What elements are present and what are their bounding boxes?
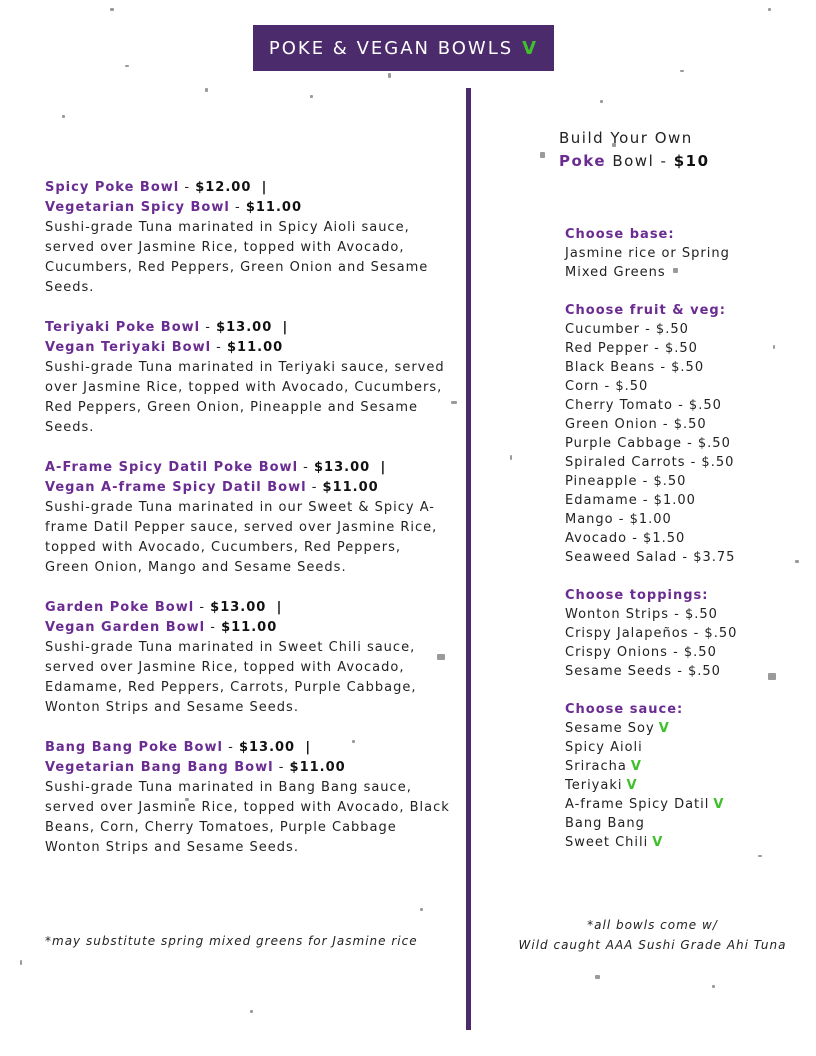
sauce-name: Sweet Chili <box>565 835 649 850</box>
toppings-section <box>565 586 805 681</box>
vegan-mark: V <box>630 759 642 774</box>
option-item: Seaweed Salad - $3.75 <box>565 550 736 565</box>
header-title: POKE & VEGAN BOWLS <box>268 37 514 59</box>
vegan-mark: V <box>658 721 670 736</box>
sauce-item <box>565 757 805 776</box>
section-title: Choose toppings: <box>565 588 709 603</box>
menu-item: Spicy Poke Bowl - $12.00 | Vegetarian Spicy Bowl - $11.00 Sushi-grade Tuna marinated in Spicy Aioli sauce, served over Jasmine Rice, topped with Avocado, Cucumbers, Red Peppers, Green Onion and Sesame Seeds. <box>45 178 450 298</box>
option-item: Pineapple - $.50 <box>565 474 687 489</box>
item-description: Sushi-grade Tuna marinated in Sweet Chili sauce, served over Jasmine Rice, topped with Avocado, Edamame, Red Peppers, Carrots, Purple Cabbage, Wonton Strips and Sesame Seeds. <box>45 640 417 715</box>
build-line1: Build Your Own <box>559 129 693 147</box>
item-price: $13.00 <box>216 320 273 335</box>
item-name: Teriyaki Poke Bowl <box>45 320 201 335</box>
item-description: Sushi-grade Tuna marinated in our Sweet & Spicy A-frame Datil Pepper sauce, served over Jasmine Rice, topped with Avocado, Cucumbers, Red Peppers, Green Onion, Mango and Sesame Seeds. <box>45 500 438 575</box>
item-alt-price: $11.00 <box>245 200 302 215</box>
column-divider <box>466 88 471 1030</box>
sauce-name: A-frame Spicy Datil <box>565 797 710 812</box>
item-alt-price: $11.00 <box>289 760 346 775</box>
sauce-item <box>565 719 805 738</box>
sauce-item <box>565 795 805 814</box>
tuna-note-line2: Wild caught AAA Sushi Grade Ahi Tuna <box>518 938 787 952</box>
build-bowl: Bowl - <box>612 152 668 170</box>
rice-substitution-note: *may substitute spring mixed greens for Jasmine rice <box>45 934 418 948</box>
menu-item: Bang Bang Poke Bowl - $13.00 | Vegetarian Bang Bang Bowl - $11.00 Sushi-grade Tuna marinated in Bang Bang sauce, served over Jasmine Rice, topped with Avocado, Black Beans, Corn, Cherry Tomatoes, Purple Cabbage Wonton Strips and Sesame Seeds. <box>45 738 450 858</box>
option-item: Mixed Greens <box>565 265 666 280</box>
option-item: Cucumber - $.50 <box>565 322 689 337</box>
option-item: Corn - $.50 <box>565 379 649 394</box>
option-item: Sesame Seeds - $.50 <box>565 664 721 679</box>
build-options <box>565 225 805 871</box>
option-item: Wonton Strips - $.50 <box>565 607 718 622</box>
vegan-mark: V <box>626 778 638 793</box>
option-item: Spiraled Carrots - $.50 <box>565 455 735 470</box>
section-title: Choose base: <box>565 227 675 242</box>
menu-item: Garden Poke Bowl - $13.00 | Vegan Garden Bowl - $11.00 Sushi-grade Tuna marinated in Sweet Chili sauce, served over Jasmine Rice, topped with Avocado, Edamame, Red Peppers, Carrots, Purple Cabbage, Wonton Strips and Sesame Seeds. <box>45 598 450 718</box>
sauce-item <box>565 814 805 833</box>
option-item: Green Onion - $.50 <box>565 417 707 432</box>
sauce-item <box>565 833 805 852</box>
sauce-section <box>565 700 805 852</box>
sauce-name: Spicy Aioli <box>565 740 643 755</box>
item-alt-name: Vegan Garden Bowl <box>45 620 206 635</box>
sauce-name: Sesame Soy <box>565 721 655 736</box>
bowl-menu <box>45 178 450 878</box>
menu-item: Teriyaki Poke Bowl - $13.00 | Vegan Teriyaki Bowl - $11.00 Sushi-grade Tuna marinated in Teriyaki sauce, served over Jasmine Rice, topped with Avocado, Cucumbers, Red Peppers, Green Onion, Pineapple and Sesame Seeds. <box>45 318 450 438</box>
vegan-mark: V <box>652 835 664 850</box>
sauce-name: Bang Bang <box>565 816 645 831</box>
tuna-note <box>505 915 800 955</box>
item-alt-price: $11.00 <box>322 480 379 495</box>
option-item: Avocado - $1.50 <box>565 531 686 546</box>
item-name: Garden Poke Bowl <box>45 600 195 615</box>
section-title: Choose sauce: <box>565 702 684 717</box>
tuna-note-line1: *all bowls come w/ <box>587 918 718 932</box>
item-description: Sushi-grade Tuna marinated in Teriyaki sauce, served over Jasmine Rice, topped with Avocado, Cucumbers, Red Peppers, Green Onion, Pineapple and Sesame Seeds. <box>45 360 445 435</box>
build-your-own-heading <box>559 127 710 173</box>
item-alt-name: Vegetarian Bang Bang Bowl <box>45 760 274 775</box>
vegan-mark: V <box>713 797 725 812</box>
build-poke: Poke <box>559 152 607 170</box>
option-item: Edamame - $1.00 <box>565 493 696 508</box>
option-item: Red Pepper - $.50 <box>565 341 698 356</box>
sauce-name: Teriyaki <box>565 778 623 793</box>
build-price: $10 <box>673 152 710 170</box>
item-price: $12.00 <box>195 180 252 195</box>
item-name: Spicy Poke Bowl <box>45 180 180 195</box>
vegan-mark: V <box>522 37 539 59</box>
sauce-item <box>565 776 805 795</box>
item-description: Sushi-grade Tuna marinated in Spicy Aioli sauce, served over Jasmine Rice, topped with Avocado, Cucumbers, Red Peppers, Green Onion and Sesame Seeds. <box>45 220 429 295</box>
option-item: Crispy Jalapeños - $.50 <box>565 626 738 641</box>
sauce-item <box>565 738 805 757</box>
option-item: Jasmine rice or Spring <box>565 246 730 261</box>
item-price: $13.00 <box>238 740 296 755</box>
option-item: Crispy Onions - $.50 <box>565 645 717 660</box>
item-alt-price: $11.00 <box>221 620 278 635</box>
section-title: Choose fruit & veg: <box>565 303 726 318</box>
item-alt-name: Vegan Teriyaki Bowl <box>45 340 212 355</box>
option-item: Mango - $1.00 <box>565 512 672 527</box>
base-section <box>565 225 805 282</box>
option-item: Cherry Tomato - $.50 <box>565 398 722 413</box>
item-alt-price: $11.00 <box>227 340 284 355</box>
item-price: $13.00 <box>314 460 371 475</box>
item-description: Sushi-grade Tuna marinated in Bang Bang sauce, served over Jasmine Rice, topped with Avocado, Black Beans, Corn, Cherry Tomatoes, Purple Cabbage Wonton Strips and Sesame Seeds. <box>45 780 450 855</box>
item-name: A-Frame Spicy Datil Poke Bowl <box>45 460 299 475</box>
item-alt-name: Vegan A-frame Spicy Datil Bowl <box>45 480 307 495</box>
item-alt-name: Vegetarian Spicy Bowl <box>45 200 230 215</box>
page-header <box>253 25 554 71</box>
item-price: $13.00 <box>210 600 267 615</box>
option-item: Purple Cabbage - $.50 <box>565 436 731 451</box>
menu-item: A-Frame Spicy Datil Poke Bowl - $13.00 | Vegan A-frame Spicy Datil Bowl - $11.00 Sushi-grade Tuna marinated in our Sweet & Spicy A-frame Datil Pepper sauce, served over Jasmine Rice, topped with Avocado, Cucumbers, Red Peppers, Green Onion, Mango and Sesame Seeds. <box>45 458 450 578</box>
sauce-name: Sriracha <box>565 759 627 774</box>
item-name: Bang Bang Poke Bowl <box>45 740 223 755</box>
fruit-veg-section <box>565 301 805 567</box>
option-item: Black Beans - $.50 <box>565 360 705 375</box>
